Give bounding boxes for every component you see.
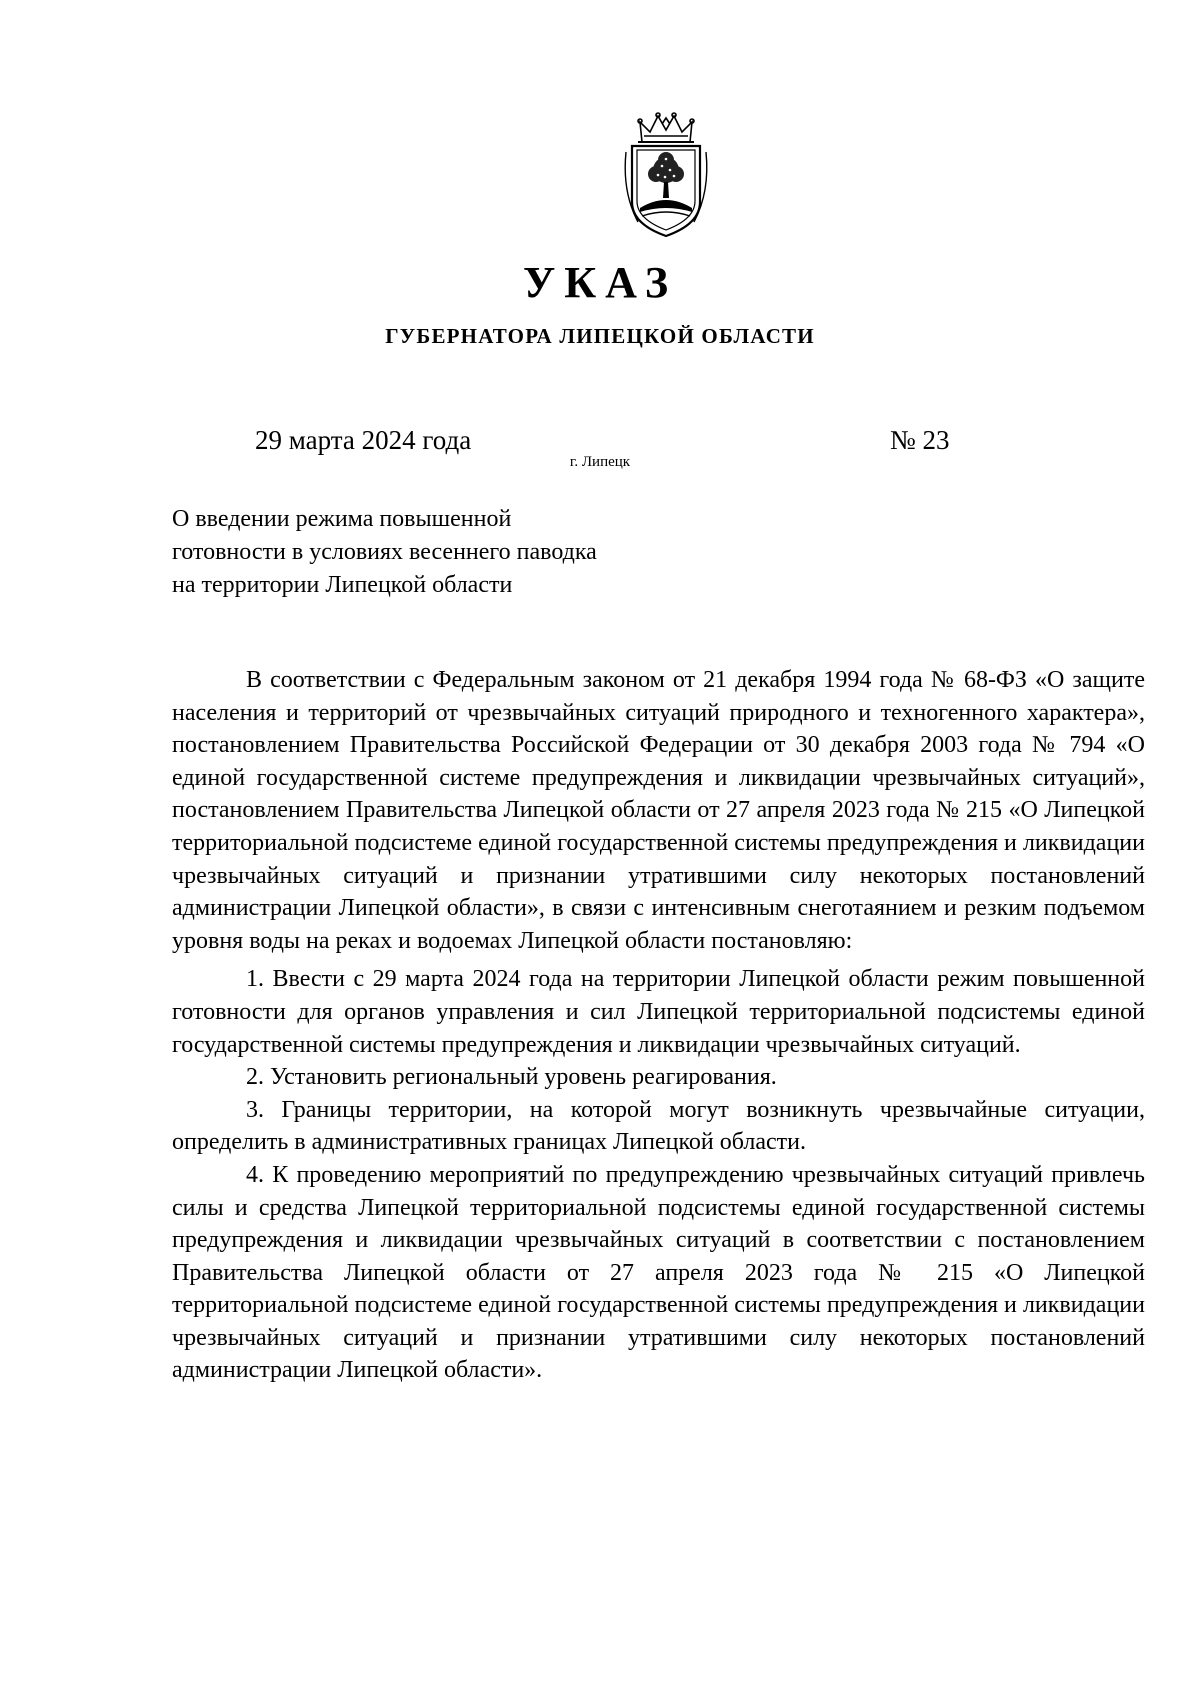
clause-1: 1. Ввести с 29 марта 2024 года на территории Липецкой области режим повышенной готовности для органов управления и сил Липецкой территориальной подсистемы единой государственной системы предупреждения и ликвидации чрезвычайных ситуаций. — [172, 966, 1145, 1058]
clause-2: 2. Установить региональный уровень реагирования. — [246, 1064, 777, 1091]
preamble-text: В соответствии с Федеральным законом от 21 декабря 1994 года № 68-ФЗ «О защите населения и территорий от чрезвычайных ситуаций природного и техногенного характера», постановлением Правительства Российской Федерации от 30 декабря 2003 года № 794 «О единой государственной системе предупреждения и ликвидации чрезвычайных ситуаций», постановлением Правительства Липецкой области от 27 апреля 2023 года № 215 «О Липецкой территориальной подсистеме единой государственной системы предупреждения и ликвидации чрезвычайных ситуаций и признании утратившими силу некоторых постановлений администрации Липецкой области», в связи с интенсивным снеготаянием и резким подъемом уровня воды на реках и водоемах Липецкой области — [172, 667, 1145, 954]
heading-line: на территории Липецкой области — [172, 572, 513, 598]
document-heading — [172, 503, 732, 602]
document-date: 29 марта 2024 года — [255, 425, 472, 455]
lipetsk-coat-of-arms-icon — [618, 112, 714, 240]
preamble-paragraph — [172, 664, 1145, 957]
document-title: УКАЗ — [522, 258, 678, 307]
document-city: г. Липецк — [569, 454, 631, 470]
heading-line: О введении режима повышенной — [172, 506, 512, 532]
document-issuer: ГУБЕРНАТОРА ЛИПЕЦКОЙ ОБЛАСТИ — [385, 324, 815, 348]
document-number: № 23 — [890, 425, 950, 455]
clause-3: 3. Границы территории, на которой могут возникнуть чрезвычайные ситуации, определить в административных границах Липецкой области. — [172, 1096, 1145, 1156]
clause-4: 4. К проведению мероприятий по предупреждению чрезвычайных ситуаций привлечь силы и средства Липецкой территориальной подсистемы единой государственной системы предупреждения и ликвидации чрезвычайных ситуаций в соответствии с постановлением Правительства Липецкой области от 27 апреля 2023 года № 215 «О Липецкой территориальной подсистеме единой государственной системы предупреждения и ликвидации чрезвычайных ситуаций и признании утратившими силу некоторых постановлений администрации Липецкой области». — [172, 1161, 1145, 1384]
document-body — [172, 664, 1145, 1387]
heading-line: готовности в условиях весеннего паводка — [172, 539, 597, 565]
resolve-word: постановляю: — [711, 927, 853, 954]
